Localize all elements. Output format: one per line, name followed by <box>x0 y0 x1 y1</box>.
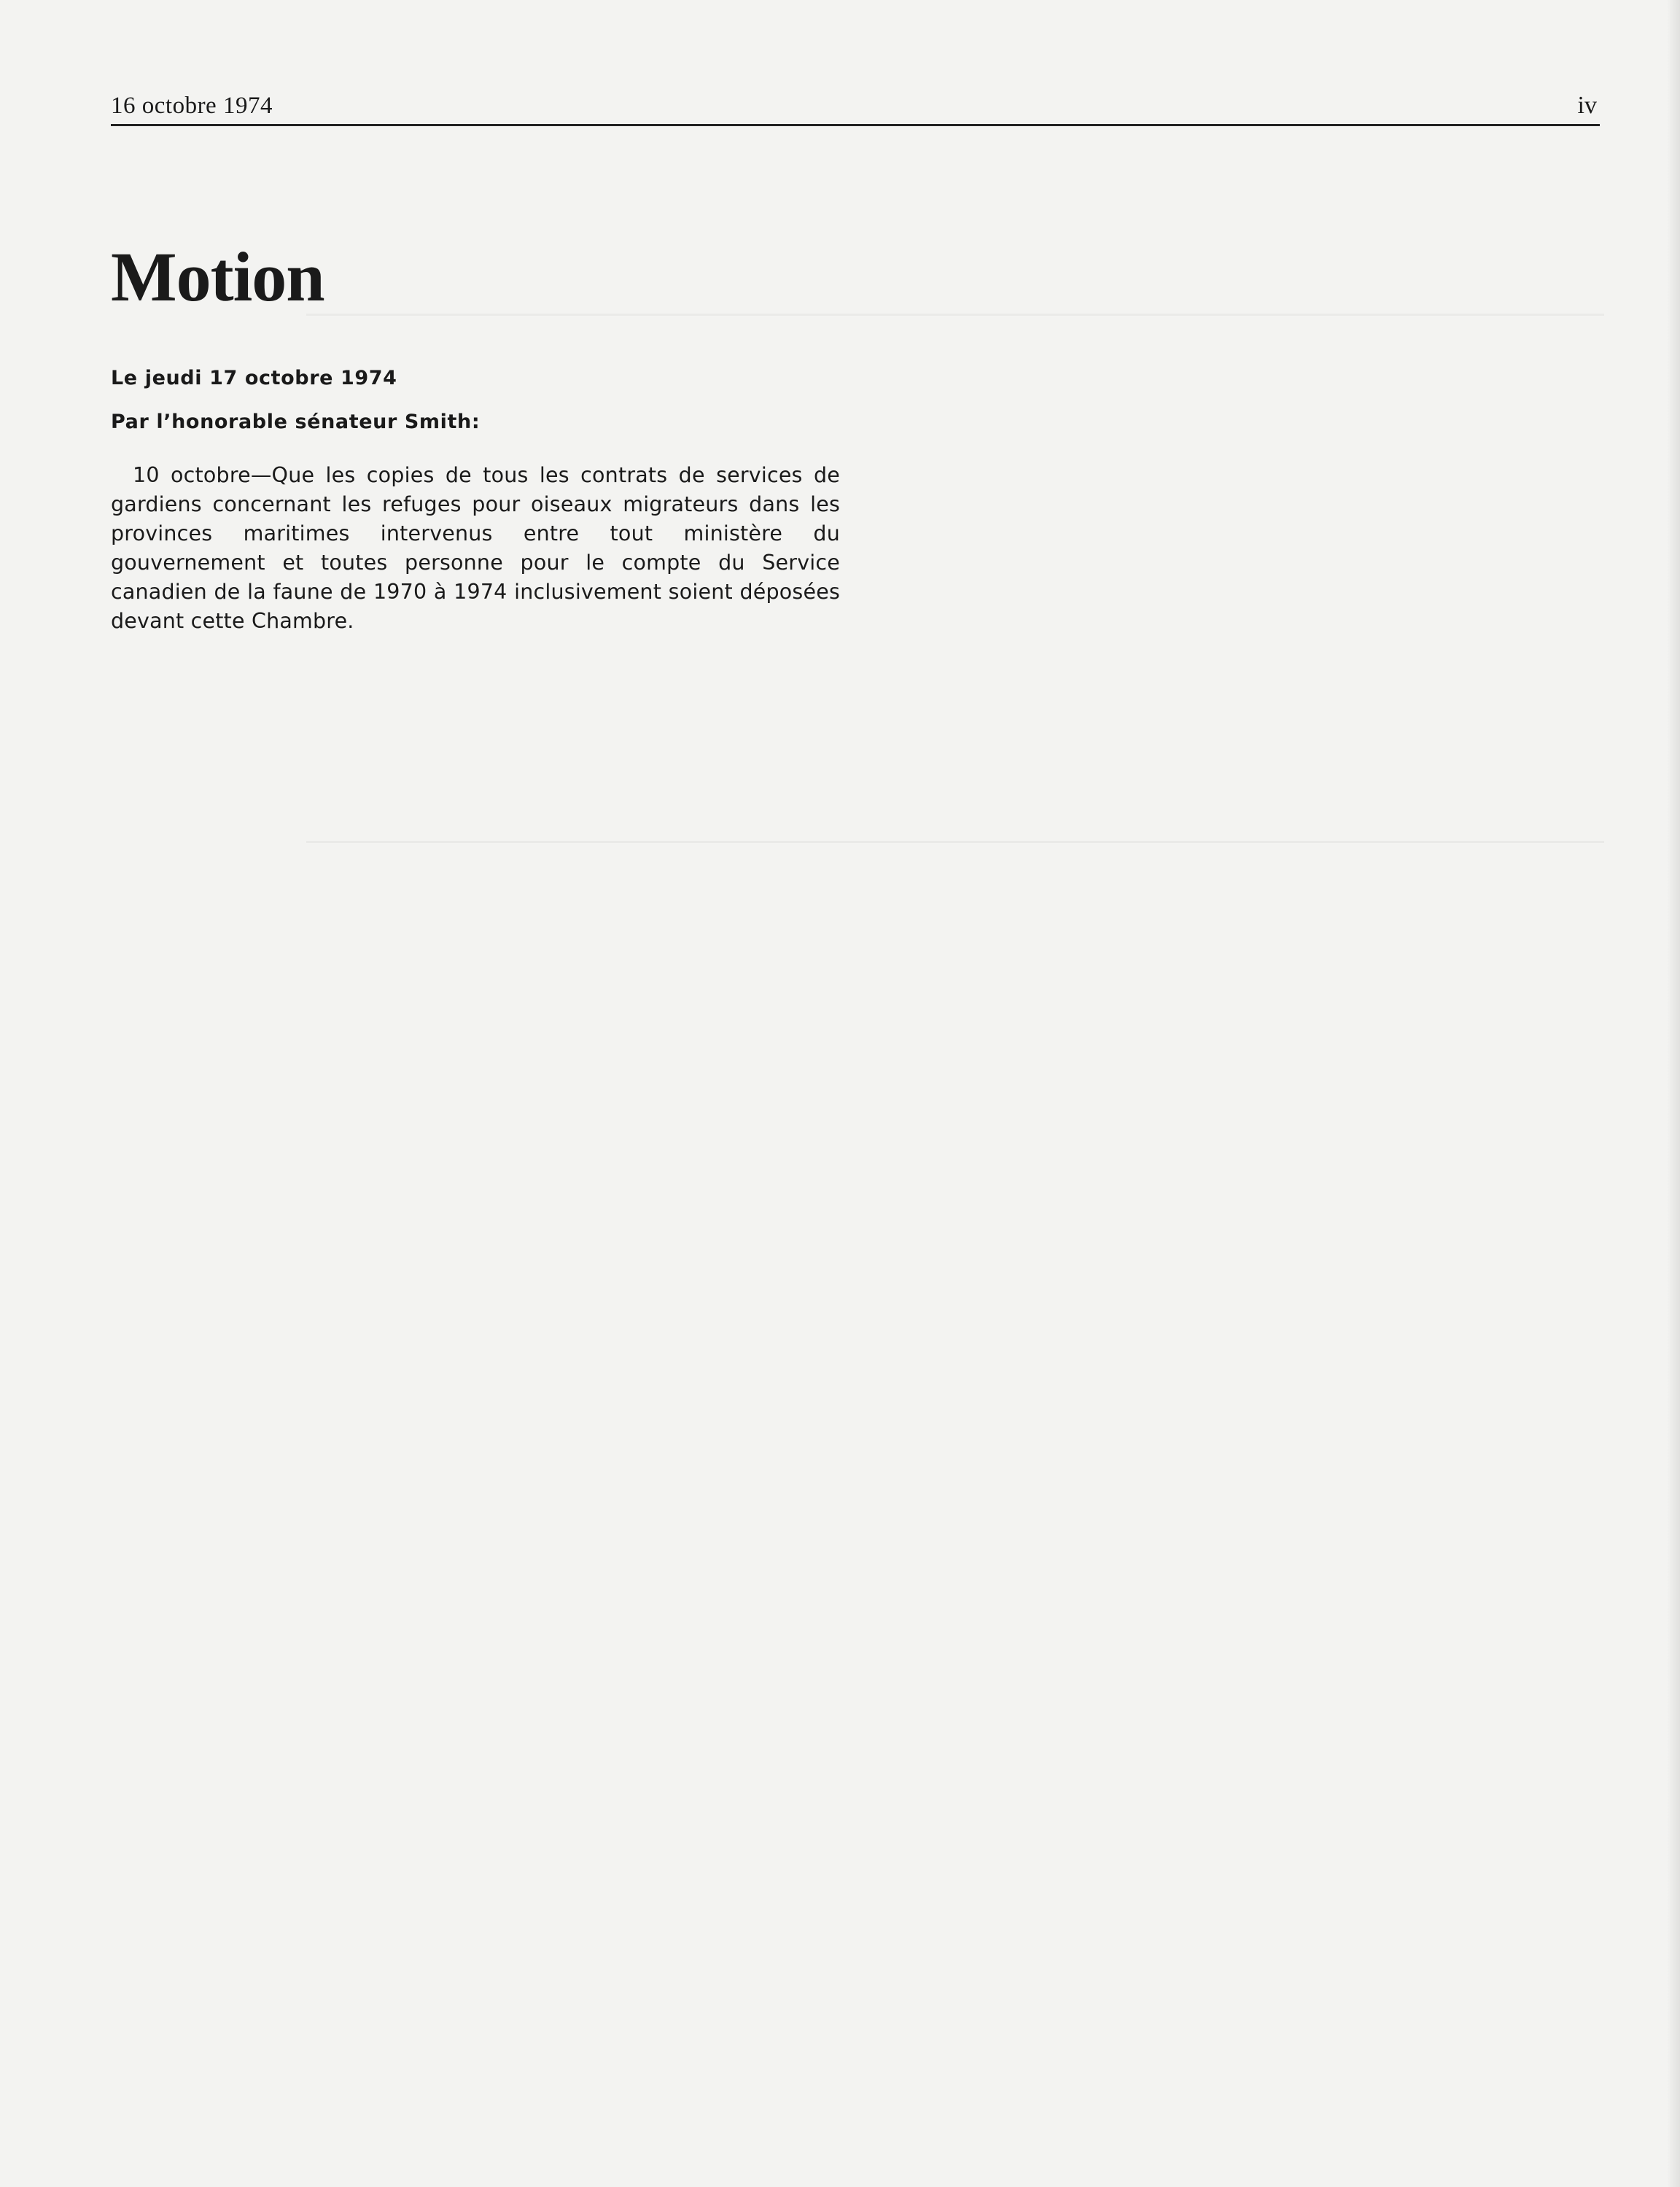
header-date: 16 octobre 1974 <box>111 93 273 119</box>
page-number: iv <box>1577 92 1597 119</box>
motion-date: Le jeudi 17 octobre 1974 <box>111 367 397 389</box>
running-header <box>111 86 1600 126</box>
motion-text: 10 octobre—Que les copies de tous les contrats de services de gardiens concernant les refuges pour oiseaux migrateurs dans les provinces maritimes intervenus entre tout ministère du gouvernement et toutes personne pour le compte du Service canadien de la faune de 1970 à 1974 inclusivement soient déposées devant cette Chambre. <box>111 463 840 633</box>
motion-sponsor: Par l’honorable sénateur Smith: <box>111 411 481 433</box>
page-edge-shadow <box>1667 0 1680 2187</box>
page-title: Motion <box>111 238 324 316</box>
